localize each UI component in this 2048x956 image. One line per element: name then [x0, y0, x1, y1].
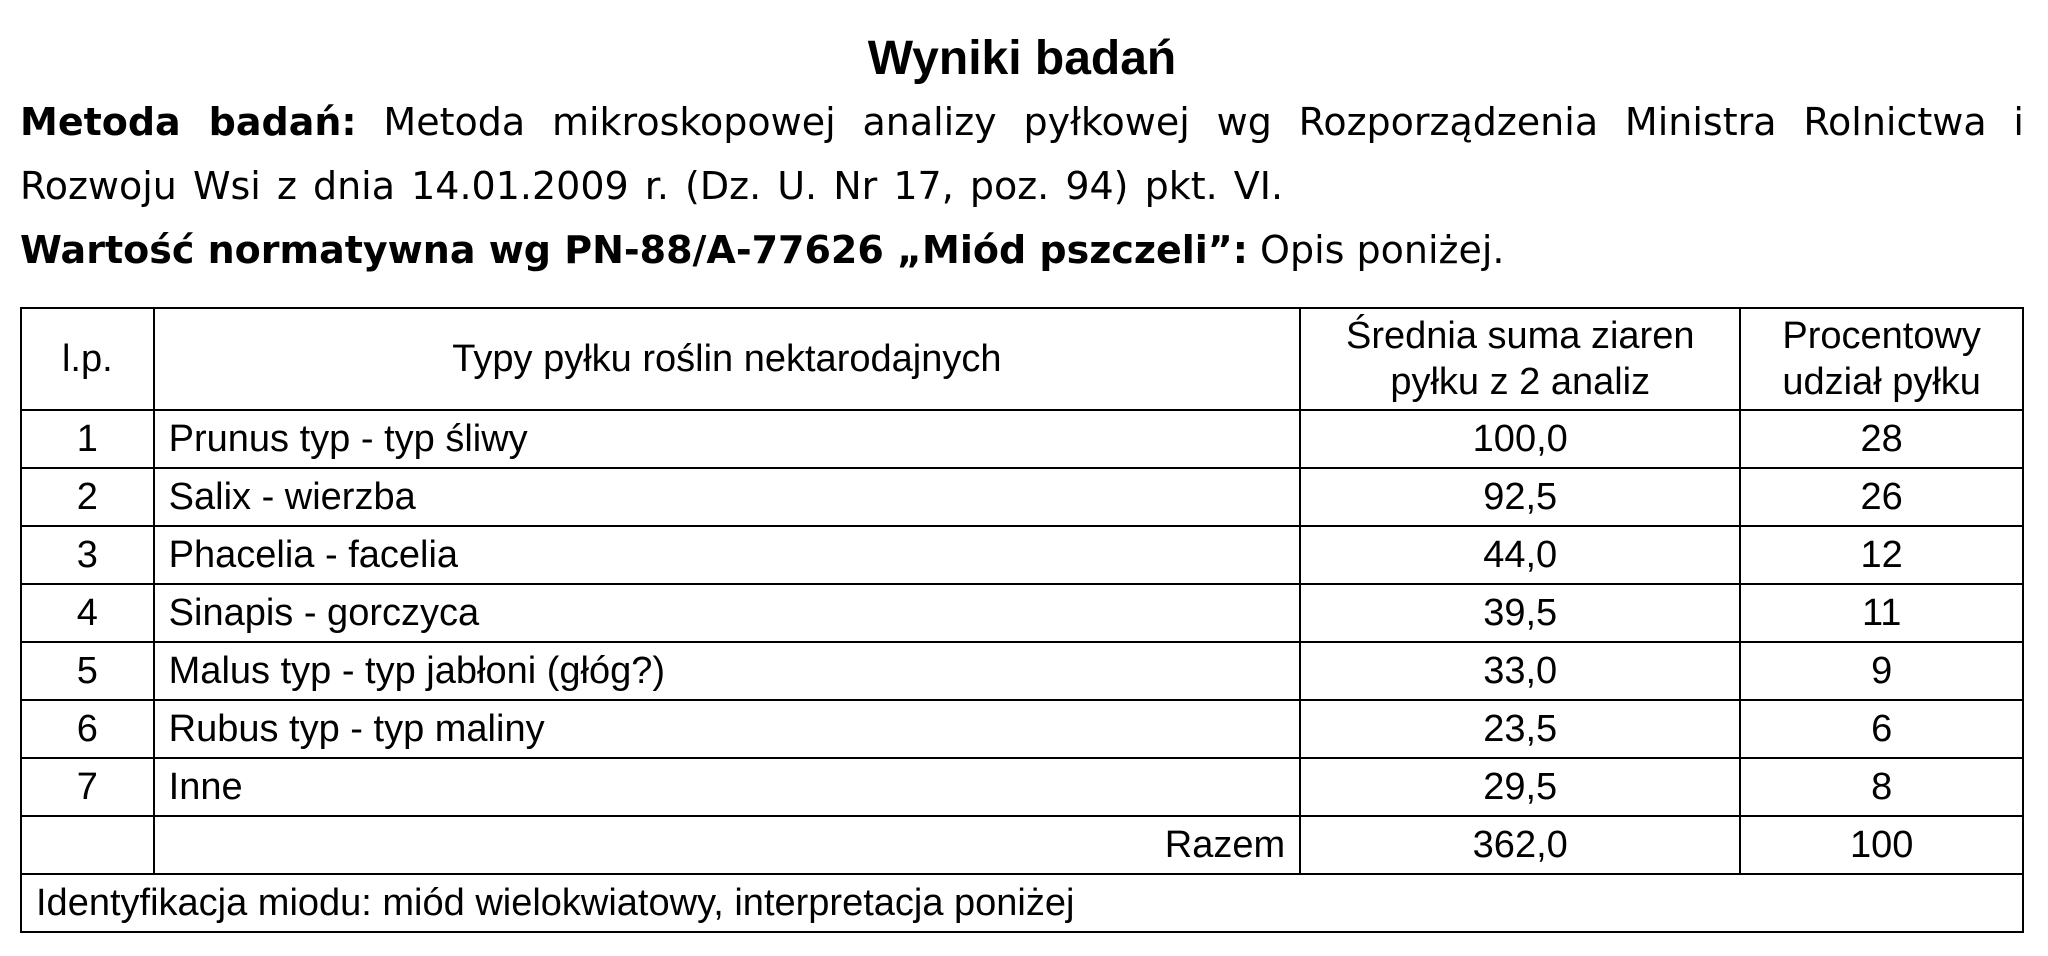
row-pollen-type: Rubus typ - typ maliny [154, 700, 1300, 758]
row-percentage: 28 [1740, 410, 2023, 468]
row-lp: 1 [21, 410, 154, 468]
row-average-sum: 92,5 [1300, 468, 1740, 526]
row-percentage: 8 [1740, 758, 2023, 816]
total-empty-cell [21, 816, 154, 874]
header-percentage: Procentowy udział pyłku [1740, 308, 2023, 410]
document [20, 0, 2024, 924]
method-label: Metoda badań: [20, 100, 357, 144]
table-row [21, 758, 2023, 816]
row-pollen-type: Prunus typ - typ śliwy [154, 410, 1300, 468]
row-percentage: 9 [1740, 642, 2023, 700]
row-average-sum: 29,5 [1300, 758, 1740, 816]
row-pollen-type: Sinapis - gorczyca [154, 584, 1300, 642]
row-average-sum: 100,0 [1300, 410, 1740, 468]
row-pollen-type: Phacelia - facelia [154, 526, 1300, 584]
row-lp: 4 [21, 584, 154, 642]
table-header-row [21, 308, 2023, 410]
total-percentage: 100 [1740, 816, 2023, 874]
total-average-sum: 362,0 [1300, 816, 1740, 874]
table-row [21, 584, 2023, 642]
row-lp: 5 [21, 642, 154, 700]
normative-text: Opis poniżej. [1260, 228, 1505, 272]
row-lp: 7 [21, 758, 154, 816]
row-percentage: 12 [1740, 526, 2023, 584]
table-row [21, 468, 2023, 526]
row-lp: 2 [21, 468, 154, 526]
normative-label: Wartość normatywna wg PN-88/A-77626 „Miód pszczeli”: [20, 228, 1248, 272]
row-average-sum: 39,5 [1300, 584, 1740, 642]
table-row [21, 526, 2023, 584]
header-pollen-type: Typy pyłku roślin nektarodajnych [154, 308, 1300, 410]
row-pollen-type: Salix - wierzba [154, 468, 1300, 526]
normative-paragraph [20, 218, 2024, 282]
method-text: Metoda mikroskopowej analizy pyłkowej wg Rozporządzenia Ministra Rolnictwa i Rozwoju Wsi z dnia 14.01.2009 r. (Dz. U. Nr 17, poz. 94) pkt. VI. [20, 100, 2024, 208]
table-row [21, 700, 2023, 758]
identification-row [21, 874, 2023, 932]
row-pollen-type: Inne [154, 758, 1300, 816]
honey-identification: Identyfikacja miodu: miód wielokwiatowy, interpretacja poniżej [21, 874, 2023, 932]
table-row [21, 642, 2023, 700]
row-average-sum: 23,5 [1300, 700, 1740, 758]
row-pollen-type: Malus typ - typ jabłoni (głóg?) [154, 642, 1300, 700]
pollen-results-table [20, 307, 2024, 933]
header-average-sum: Średnia suma ziaren pyłku z 2 analiz [1300, 308, 1740, 410]
row-average-sum: 44,0 [1300, 526, 1740, 584]
header-lp: l.p. [21, 308, 154, 410]
table-total-row [21, 816, 2023, 874]
total-label: Razem [154, 816, 1300, 874]
method-paragraph [20, 90, 2024, 218]
row-lp: 3 [21, 526, 154, 584]
row-percentage: 11 [1740, 584, 2023, 642]
row-average-sum: 33,0 [1300, 642, 1740, 700]
table-row [21, 410, 2023, 468]
row-percentage: 26 [1740, 468, 2023, 526]
row-percentage: 6 [1740, 700, 2023, 758]
page-title: Wyniki badań [867, 32, 1177, 85]
row-lp: 6 [21, 700, 154, 758]
